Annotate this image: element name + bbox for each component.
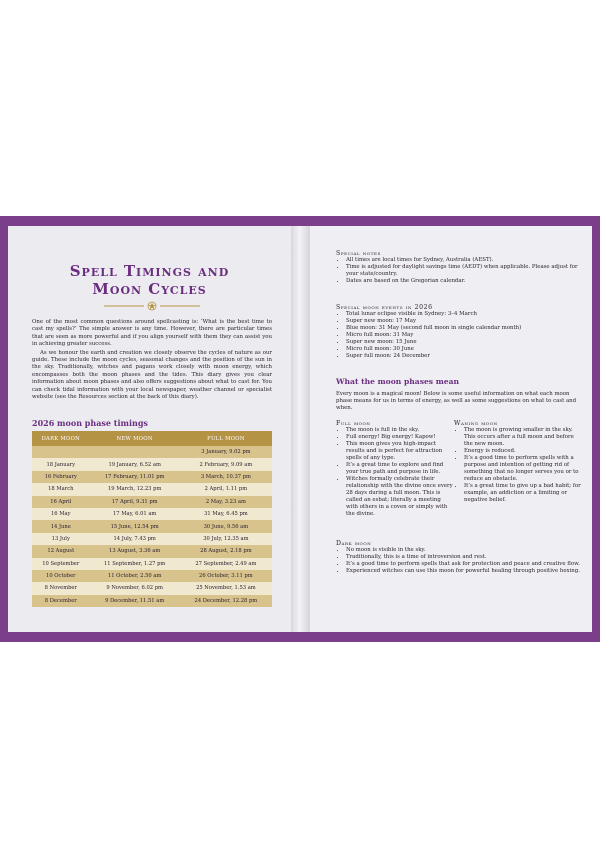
full-moon-cell: 31 May, 6.45 pm	[180, 508, 272, 520]
new-moon-cell: 9 December, 11.51 am	[90, 595, 180, 607]
dark-moon-section	[336, 540, 582, 575]
special-notes-list	[336, 257, 582, 285]
header-full-moon: FULL MOON	[180, 431, 272, 446]
ornament-divider-icon	[102, 301, 202, 311]
table-heading: 2026 moon phase timings	[32, 418, 148, 428]
phases-section	[336, 378, 582, 412]
full-moon-cell: 25 November, 1.53 am	[180, 582, 272, 594]
page-gutter	[291, 226, 310, 632]
full-moon-column	[336, 420, 454, 518]
list-item: • Dates are based on the Gregorian calendar.	[346, 278, 582, 285]
new-moon-cell: 19 March, 12.23 pm	[90, 483, 180, 495]
table-row	[32, 533, 272, 545]
dark-moon-cell: 8 November	[32, 582, 90, 594]
full-moon-heading: Full moon	[336, 420, 371, 427]
list-item: • It’s a great time to explore and find your true path and purpose in life.	[346, 462, 454, 476]
page-title	[8, 262, 291, 298]
waning-moon-list	[454, 427, 582, 504]
new-moon-cell: 11 October, 2.50 am	[90, 570, 180, 582]
list-item: • Blue moon: 31 May (second full moon in single calendar month)	[346, 325, 582, 332]
dark-moon-list	[336, 547, 582, 575]
full-moon-cell: 2 May, 3.23 am	[180, 496, 272, 508]
table-row	[32, 582, 272, 594]
list-item: • Witches formally celebrate their relationship with the divine once every 28 days during a full moon. This is called an esbat; literally a meeting with others in a coven or simply with the divine.	[346, 476, 454, 518]
dark-moon-cell: 12 August	[32, 545, 90, 557]
special-events-section	[336, 304, 582, 360]
full-moon-cell: 24 December, 12.28 pm	[180, 595, 272, 607]
list-item: • Super new moon: 15 June	[346, 339, 582, 346]
table-row	[32, 508, 272, 520]
full-moon-list	[336, 427, 454, 518]
phases-intro: Every moon is a magical moon! Below is some useful information on what each moon phase means for us in terms of energy, as well as some suggestions on what to cast and when.	[336, 391, 577, 411]
full-moon-cell: 30 June, 9.56 am	[180, 520, 272, 532]
table-header-row	[32, 431, 272, 446]
dark-moon-cell: 13 July	[32, 533, 90, 545]
new-moon-cell: 17 April, 9.31 pm	[90, 496, 180, 508]
list-item: • Micro full moon: 30 June	[346, 346, 582, 353]
new-moon-cell: 9 November, 6.02 pm	[90, 582, 180, 594]
list-item: • Super new moon: 17 May	[346, 318, 582, 325]
list-item: • Time is adjusted for daylight savings time (AEDT) when applicable. Please adjust for your state/country.	[346, 264, 582, 278]
table-row	[32, 595, 272, 607]
full-moon-cell: 2 April, 1.11 pm	[180, 483, 272, 495]
table-row	[32, 570, 272, 582]
dark-moon-cell: 8 December	[32, 595, 90, 607]
full-moon-cell: 28 August, 2.18 pm	[180, 545, 272, 557]
left-page	[8, 226, 291, 632]
full-moon-cell: 27 September, 2.49 am	[180, 558, 272, 570]
new-moon-cell: 14 July, 7.43 pm	[90, 533, 180, 545]
phases-heading: What the moon phases mean	[336, 377, 460, 386]
waning-moon-column	[454, 420, 582, 504]
dark-moon-cell: 10 October	[32, 570, 90, 582]
table-row	[32, 520, 272, 532]
table-row	[32, 496, 272, 508]
new-moon-cell: 13 August, 3.36 am	[90, 545, 180, 557]
moon-phase-table	[32, 431, 272, 607]
book-spread	[0, 216, 600, 642]
list-item: • The moon is full in the sky.	[346, 427, 454, 434]
list-item: • Experienced witches can use this moon for powerful healing through positive hexing.	[346, 568, 582, 575]
dark-moon-cell: 18 March	[32, 483, 90, 495]
full-moon-cell: 3 March, 10.37 pm	[180, 471, 272, 483]
new-moon-cell: 19 January, 6.52 am	[90, 458, 180, 470]
full-moon-cell: 2 February, 9.09 am	[180, 458, 272, 470]
intro-text	[32, 319, 272, 402]
dark-moon-cell: 16 April	[32, 496, 90, 508]
new-moon-cell: 15 June, 12.54 pm	[90, 520, 180, 532]
title-line-2: Moon Cycles	[92, 280, 207, 298]
new-moon-cell: 17 May, 6.01 am	[90, 508, 180, 520]
dark-moon-cell: 16 May	[32, 508, 90, 520]
special-notes-section	[336, 250, 582, 285]
list-item: • Total lunar eclipse visible in Sydney: 3–4 March	[346, 311, 582, 318]
list-item: • Micro full moon: 31 May	[346, 332, 582, 339]
table-row	[32, 446, 272, 458]
list-item: • All times are local times for Sydney, Australia (AEST).	[346, 257, 582, 264]
table-row	[32, 458, 272, 470]
list-item: • It’s a good time to perform spells with a purpose and intention of getting rid of something that no longer serves you or to reduce an obstacle.	[464, 455, 582, 483]
waning-moon-heading: Waning moon	[454, 420, 498, 427]
full-moon-cell: 26 October, 3.11 pm	[180, 570, 272, 582]
list-item: • It’s a great time to give up a bad habit; for example, an addiction or a limiting or negative belief.	[464, 483, 582, 504]
full-moon-cell: 30 July, 12.35 am	[180, 533, 272, 545]
new-moon-cell	[90, 446, 180, 458]
full-moon-cell: 3 January, 9.02 pm	[180, 446, 272, 458]
dark-moon-heading: Dark moon	[336, 540, 372, 547]
special-events-list	[336, 311, 582, 360]
intro-paragraph-1: One of the most common questions around spellcasting is: ‘What is the best time to cast my spells?’ The simple answer is any time. However, there are particular times that are seen as more powerful and if you align yourself with them they can assist you in achieving greater success.	[32, 319, 272, 348]
list-item: • Traditionally, this is a time of introversion and rest.	[346, 554, 582, 561]
special-events-heading: Special moon events in 2026	[336, 304, 433, 311]
dark-moon-cell	[32, 446, 90, 458]
dark-moon-cell: 18 January	[32, 458, 90, 470]
table-row	[32, 483, 272, 495]
new-moon-cell: 11 September, 1.27 pm	[90, 558, 180, 570]
list-item: • Super full moon: 24 December	[346, 353, 582, 360]
dark-moon-cell: 14 June	[32, 520, 90, 532]
list-item: • Energy is reduced.	[464, 448, 582, 455]
header-dark-moon: DARK MOON	[32, 431, 90, 446]
special-notes-heading: Special notes	[336, 250, 381, 257]
list-item: • It’s a good time to perform spells that ask for protection and peace and creative flow.	[346, 561, 582, 568]
new-moon-cell: 17 February, 11.01 pm	[90, 471, 180, 483]
list-item: • Full energy! Big energy! Kapow!	[346, 434, 454, 441]
title-line-1: Spell Timings and	[69, 262, 230, 280]
table-row	[32, 545, 272, 557]
dark-moon-cell: 10 September	[32, 558, 90, 570]
intro-paragraph-2: As we honour the earth and creation we closely observe the cycles of nature as our guide. These include the moon cycles, seasonal changes and the position of the sun in the sky. Traditionally, witches and pagans work closely with moon energy, which encompasses both the moon phases and the tides. This diary gives you clear information about moon phases and also offers suggestions about what to cast for. You can check tidal information with your local newspaper, weather channel or specialist website (see the Resources section at the back of this diary).	[32, 349, 272, 401]
list-item: • No moon is visible in the sky.	[346, 547, 582, 554]
table-row	[32, 471, 272, 483]
header-new-moon: NEW MOON	[90, 431, 180, 446]
dark-moon-cell: 16 February	[32, 471, 90, 483]
table-row	[32, 558, 272, 570]
right-page	[310, 226, 592, 632]
list-item: • The moon is growing smaller in the sky. This occurs after a full moon and before the new moon.	[464, 427, 582, 448]
list-item: • This moon gives you high-impact results and is perfect for attraction spells of any type.	[346, 441, 454, 462]
